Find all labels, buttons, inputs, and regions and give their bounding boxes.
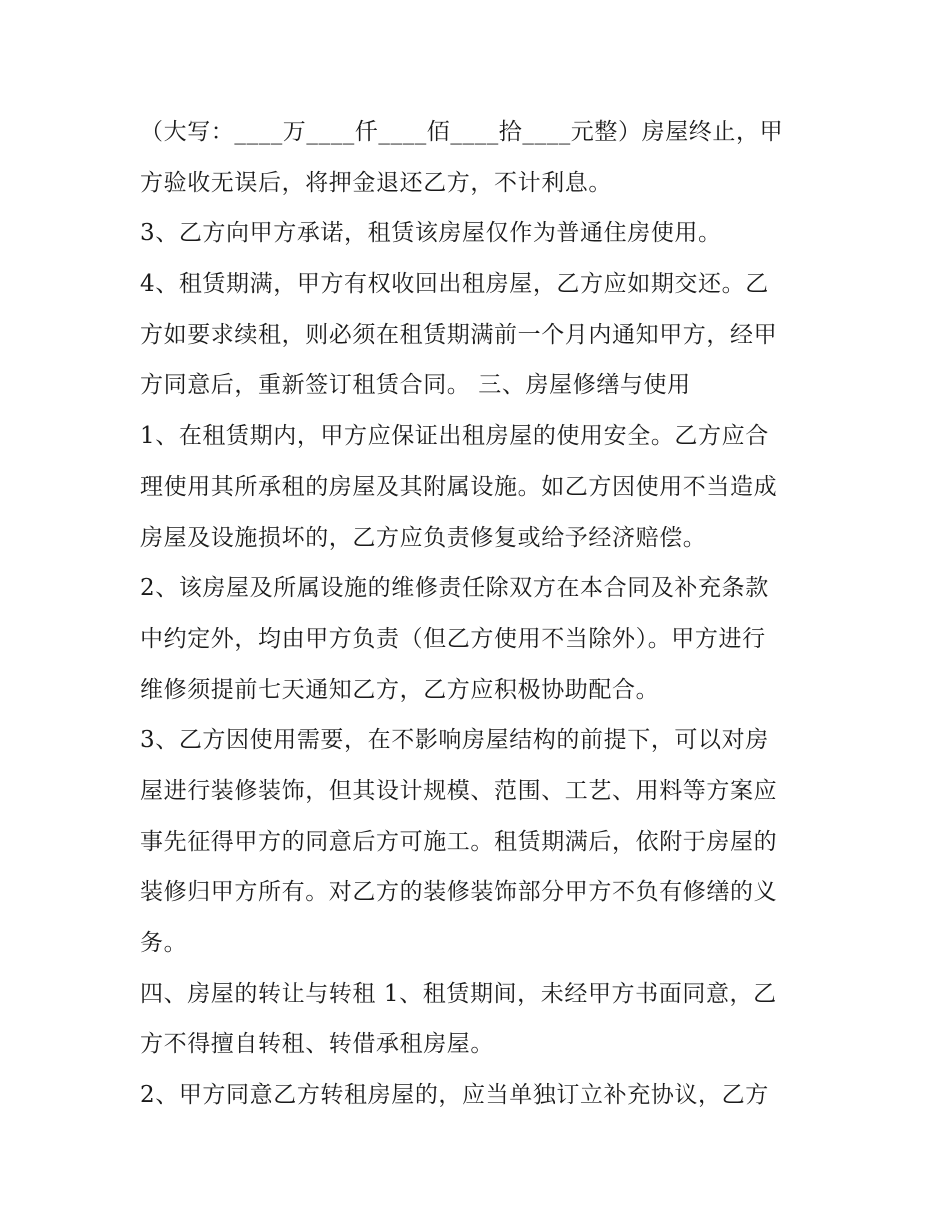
text-line: 4、租赁期满，甲方有权收回出租房屋，乙方应如期交还。乙 bbox=[140, 271, 769, 298]
text-line: 装修归甲方所有。对乙方的装修装饰部分甲方不负有修缮的义 bbox=[140, 879, 778, 906]
text-line: 方同意后，重新签订租赁合同。 三、房屋修缮与使用 bbox=[140, 372, 691, 399]
text-line: 中约定外，均由甲方负责（但乙方使用不当除外）。甲方进行 bbox=[140, 625, 766, 652]
text-line: 四、房屋的转让与转租 1、租赁期间，未经甲方书面同意，乙 bbox=[140, 980, 777, 1007]
text-line: 房屋及设施损坏的，乙方应负责修复或给予经济赔偿。 bbox=[140, 524, 707, 551]
text-line: 3、乙方因使用需要，在不影响房屋结构的前提下，可以对房 bbox=[140, 727, 769, 754]
text-line: 2、甲方同意乙方转租房屋的，应当单独订立补充协议，乙方 bbox=[140, 1082, 769, 1109]
text-line: 维修须提前七天通知乙方，乙方应积极协助配合。 bbox=[140, 676, 660, 703]
text-line: 理使用其所承租的房屋及其附属设施。如乙方因使用不当造成 bbox=[140, 473, 778, 500]
document-body bbox=[140, 107, 820, 1121]
text-line: 1、在租赁期内，甲方应保证出租房屋的使用安全。乙方应合 bbox=[140, 423, 769, 450]
text-line: 屋进行装修装饰，但其设计规模、范围、工艺、用料等方案应 bbox=[140, 777, 778, 804]
text-line: （大写：____万____仟____佰____拾____元整）房屋终止，甲 bbox=[140, 119, 784, 145]
text-line: 方如要求续租，则必须在租赁期满前一个月内通知甲方，经甲 bbox=[140, 321, 778, 348]
text-line: 方不得擅自转租、转借承租房屋。 bbox=[140, 1031, 494, 1058]
text-line: 2、该房屋及所属设施的维修责任除双方在本合同及补充条款 bbox=[140, 575, 769, 602]
text-line: 务。 bbox=[140, 930, 188, 956]
text-line: 3、乙方向甲方承诺，租赁该房屋仅作为普通住房使用。 bbox=[140, 220, 722, 247]
text-line: 方验收无误后，将押金退还乙方，不计利息。 bbox=[140, 169, 612, 196]
text-line: 事先征得甲方的同意后方可施工。租赁期满后，依附于房屋的 bbox=[140, 828, 778, 855]
